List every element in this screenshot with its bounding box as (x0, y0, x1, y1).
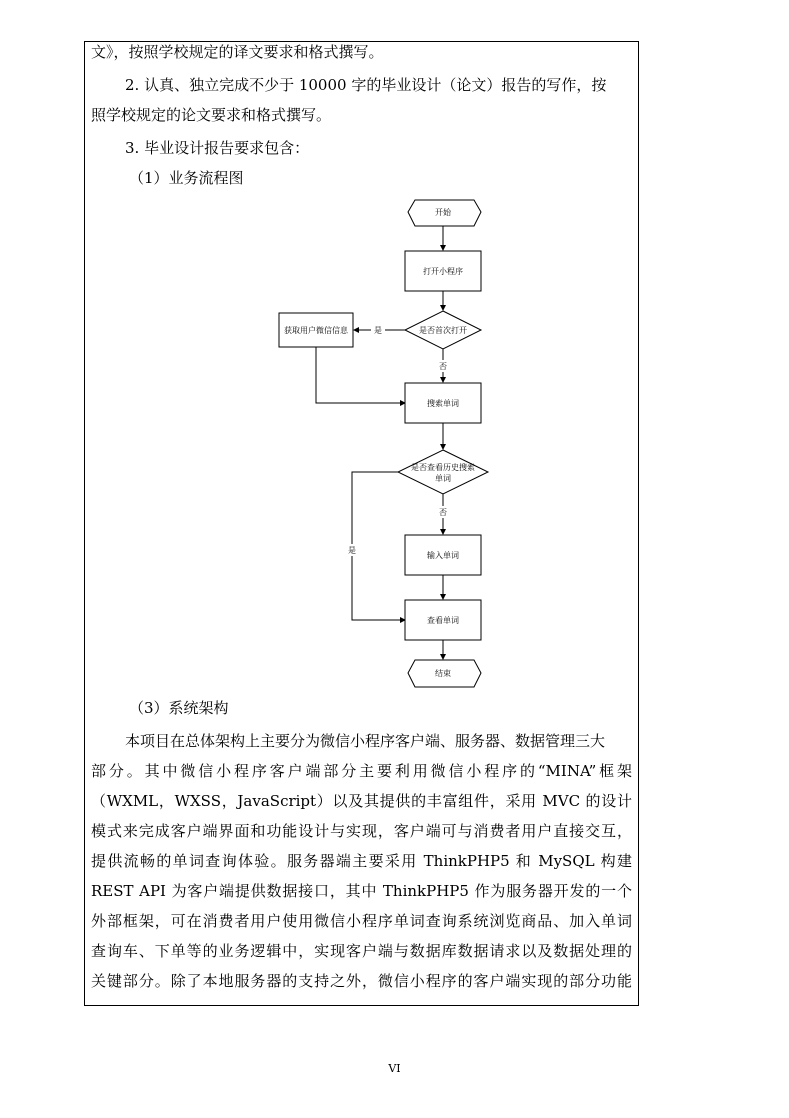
business-flowchart (85, 42, 640, 712)
text-line: 2. 认真、独立完成不少于 10000 字的毕业设计（论文）报告的写作，按 (125, 76, 607, 94)
paragraph-line: （WXML，WXSS，JavaScript）以及其提供的丰富组件，采用 MVC 的设计 (91, 792, 632, 810)
flow-no-label: 否 (439, 362, 447, 371)
text-line: 3. 毕业设计报告要求包含： (125, 139, 310, 157)
flow-history-label-2: 单词 (435, 474, 451, 483)
section-heading: （3）系统架构 (129, 699, 229, 717)
flow-no-label: 否 (439, 508, 447, 517)
paragraph-line: 部分。其中微信小程序客户端部分主要利用微信小程序的“MINA”框架 (91, 762, 632, 780)
paragraph-line: 本项目在总体架构上主要分为微信小程序客户端、服务器、数据管理三大 (125, 732, 606, 750)
paragraph-line: 提供流畅的单词查询体验。服务器端主要采用 ThinkPHP5 和 MySQL 构建 (91, 852, 632, 870)
flow-start-label: 开始 (435, 208, 451, 217)
flow-input-label: 输入单词 (427, 551, 459, 560)
flow-get-info-label: 获取用户微信信息 (284, 326, 348, 335)
paragraph-line: 外部框架，可在消费者用户使用微信小程序单词查询系统浏览商品、加入单词 (91, 912, 632, 930)
text-line: 文》，按照学校规定的译文要求和格式撰写。 (91, 43, 384, 61)
paragraph-line: REST API 为客户端提供数据接口，其中 ThinkPHP5 作为服务器开发的一个 (91, 882, 632, 900)
document-frame (84, 41, 639, 1006)
paragraph-line: 查询车、下单等的业务逻辑中，实现客户端与数据库数据请求以及数据处理的 (91, 942, 632, 960)
flow-end-label: 结束 (435, 669, 451, 678)
flow-history-label-1: 是否查看历史搜索 (411, 463, 475, 472)
page-number: VI (388, 1062, 401, 1075)
flow-first-open-label: 是否首次打开 (419, 326, 467, 335)
flow-yes-label: 是 (374, 326, 382, 335)
flow-open-label: 打开小程序 (423, 267, 463, 276)
flow-search-label: 搜索单词 (427, 399, 459, 408)
text-line: 照学校规定的论文要求和格式撰写。 (91, 106, 332, 124)
flow-history-decision (398, 450, 488, 494)
flow-view-label: 查看单词 (427, 616, 459, 625)
paragraph-line: 关键部分。除了本地服务器的支持之外，微信小程序的客户端实现的部分功能 (91, 972, 632, 990)
text-line: （1）业务流程图 (129, 169, 244, 187)
flow-yes-label: 是 (348, 546, 356, 555)
paragraph-line: 模式来完成客户端界面和功能设计与实现，客户端可与消费者用户直接交互， (91, 822, 632, 840)
